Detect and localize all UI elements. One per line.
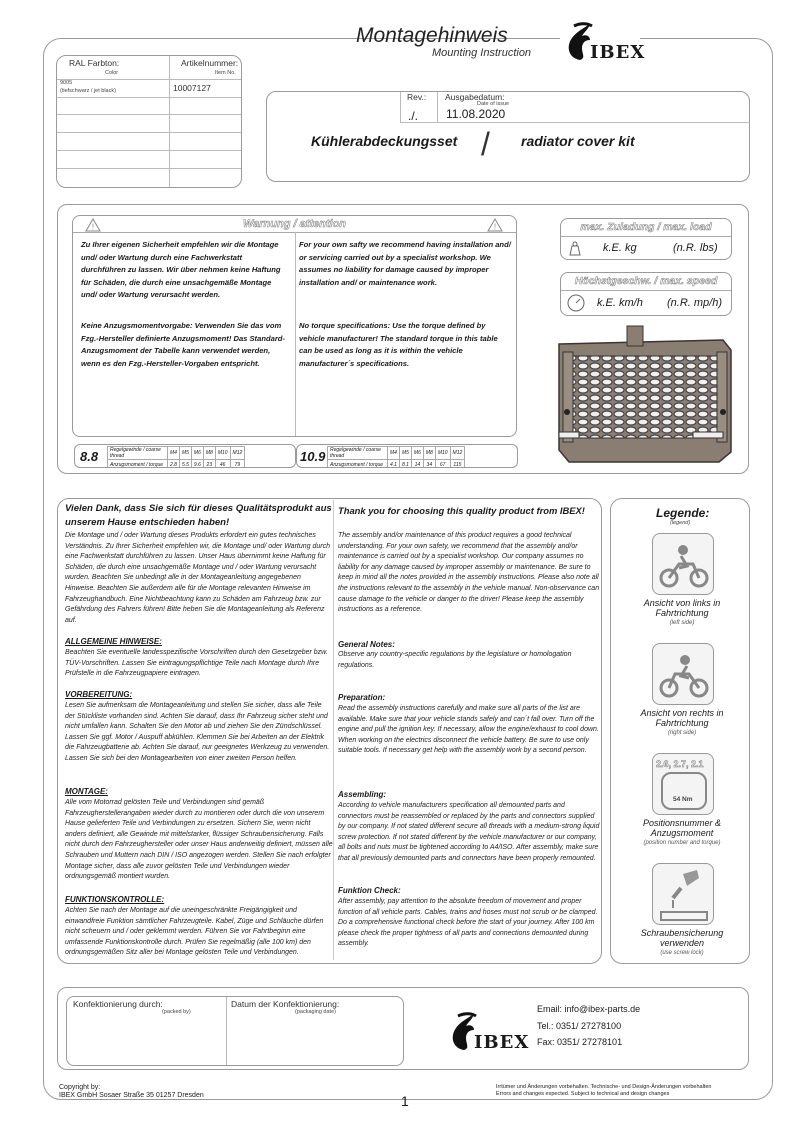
torque-cell: 14: [411, 460, 423, 469]
info-de-p4: Achten Sie nach der Montage auf die uneingeschränkte Freigängigkeit und einwandfreie Funktion sämtlicher Fahrzeugteile. Kabel, Züge und Schläuche dürfen nicht scheuern und / oder geklemmt werden. Führen Sie vor Fahrtbeginn eine umfassende Funktionskontrolle durch. Prüfen Sie regelmäßig (alle 100 km) den ordnungsgemäßen Sitz aller bei Montage gelösten Teile und Verbindungen.: [65, 907, 324, 957]
torque-cell: 8.1: [399, 460, 411, 469]
size-cell: M6: [191, 447, 203, 460]
info-en-intro: The assembly and/or maintenance of this product requires a good technical understanding. For your own safety, we recommend that the assembly and/or maintenance is carried out by a specialist workshop. Our company assumes no liability for any damage caused by improper assembly or maintenance. Be sure to keep in mind all the notes provided in the assembly instructions. Please also note all the instructions relevant to the assembly in the vehicle manual. Non-observance can cause damage to the vehicle or danger to the driver! Please keep the assembly instructions as a reference.: [338, 532, 600, 614]
row1-label: Regelgewinde / coarse thread: [108, 447, 168, 460]
info-en-p4: After assembly, pay attention to the absolute freedom of movement and proper function of all vehicle parts. Cables, trains and hoses must not scrub or be clamped. Do a comprehensive functional check before the start of your journey. After 100 km please check the proper tightness of all parts and connections demounted during assembly.: [338, 898, 598, 948]
disclaimer-de: Irrtümer und Änderungen vorbehalten. Technische- und Design-Änderungen vorbehalten: [496, 1084, 712, 1090]
torque-table-109: [296, 444, 518, 468]
info-en-p2: Read the assembly instructions carefully and make sure all parts of the list are available. Make sure that your vehicle stands safely and can´t fall over. Turn off the engine and pull the ignition key. If necessary, allow the engine/exhaust to cool down. When working on the electrics disconnect the vehicle battery. Be sure to use only suitable tools. If necessary get help with the assembly work by a second person.: [338, 705, 599, 755]
load-title: max. Zuladung / max. load: [580, 221, 712, 233]
speed-box: [560, 272, 732, 316]
article-label: Artikelnummer:: [181, 58, 239, 68]
grade-109: 10.9: [300, 449, 326, 464]
legend-item-4: Schraubensicherung verwenden (use screw lock): [640, 928, 724, 956]
size-cell: M8: [203, 447, 215, 460]
screw-lock-icon: [652, 863, 714, 925]
torque-cell: 79: [230, 460, 245, 469]
page-number: 1: [401, 1093, 409, 1109]
svg-text:!: !: [91, 222, 95, 232]
torque-cell: 2.8: [168, 460, 180, 469]
info-de-p1: Beachten Sie eventuelle landesspezifische Vorschriften durch den Gesetzgeber bzw. TÜV-Vorschriften. Lassen Sie eintragungspflichtige Teile nach Montage durch Ihre Prüfstelle in die Fahrzeugpapiere eintragen.: [65, 649, 328, 678]
packed-sub: (packed by): [162, 1009, 191, 1015]
info-en-title: Thank you for choosing this quality product from IBEX!: [338, 505, 585, 516]
warning-de-para2: Keine Anzugsmomentvorgabe: Verwenden Sie das vom Fzg.-Hersteller definierte Anzugsmoment! Das Standard-Anzugsmoment der Tabelle kann verwendet werden, wenn es den Fzg.-Hersteller-Vorgaben entspricht.: [81, 321, 285, 368]
torque-cell: 4.1: [388, 460, 400, 469]
left-side-view-icon: [652, 533, 714, 595]
torque-cell: 115: [450, 460, 465, 469]
logo-text: IBEX: [590, 42, 646, 63]
legend-item-3: Positionsnummer & Anzugsmoment (position number and torque): [642, 818, 722, 846]
contact-fax: Fax: 0351/ 27278101: [537, 1037, 623, 1047]
size-cell: M6: [411, 447, 423, 460]
speedometer-icon: [567, 294, 585, 312]
legend-title: Legende:: [656, 506, 710, 520]
warning-en-para1: For your own safty we recommend having installation and/ or servicing carried out by a specialist workshop. We assumes no liability for damage caused by improper installation and/ or maintenance work.: [299, 240, 511, 287]
pos-torque: 54 Nm: [673, 796, 693, 803]
size-cell: M4: [168, 447, 180, 460]
logo: [560, 20, 646, 68]
info-de-h3: MONTAGE:: [65, 787, 108, 796]
legend-item-1: Ansicht von links in Fahrtrichtung (left side): [643, 598, 721, 626]
info-de-intro: Die Montage und / oder Wartung dieses Produkts erfordert ein gutes technisches Verständnis. Zu Ihrer Sicherheit empfehlen wir, die Montage und/ oder Wartung durch eine Fachwerkstatt durchführen zu lassen. Unser Haus übernimmt keine Haftung für Schäden, die durch eine unsachgemäße Montage und / oder Wartung verursacht wurden. Beachten Sie unbedingt alle in der Montageanleitung angegebenen Hinweise. Beachten Sie außerdem alle für die Montage relevanten Hinweise im Fahrzeughandbuch. Eine Nichtbeachtung kann zu Schäden am Fahrzeug bzw. zur Gefährdung des Fahrers führen! Bitte heben Sie die Montageanleitung als Referenz auf.: [65, 532, 330, 624]
company-address: IBEX GmbH Sosaer Straße 35 01257 Dresden: [59, 1092, 204, 1099]
product-en: radiator cover kit: [521, 133, 635, 149]
torque-cell: 9.6: [191, 460, 203, 469]
warning-de-para1: Zu Ihrer eigenen Sicherheit empfehlen wir die Montage und/ oder Wartung durch eine Fachwerkstatt durchführen zu lassen. Wir über nehmen keine Haftung für Schäden, die durch eine unsachgemäße Montage und/ oder Wartung verursacht werden.: [81, 240, 281, 299]
info-en-h2: Preparation:: [338, 693, 386, 702]
info-de-title: Vielen Dank, dass Sie sich für dieses Qualitätsprodukt aus unserem Hause entschieden haben!: [65, 503, 332, 528]
size-cell: M12: [450, 447, 465, 460]
info-en-h3: Assembling:: [338, 790, 387, 799]
svg-text:!: !: [493, 222, 497, 232]
ral-label: RAL Farbton:: [69, 58, 120, 68]
info-de-h4: FUNKTIONSKONTROLLE:: [65, 895, 165, 904]
contact-email: Email: info@ibex-parts.de: [537, 1004, 641, 1014]
info-divider: [333, 500, 334, 960]
info-de-p3: Alle vom Motorrad gelösten Teile und Verbindungen sind gemäß Fahrzeugherstellerangaben wieder durch zu montieren oder durch die von unserem Hause gelieferten Teile und Verbindungen zu ersetzen. Sichern Sie, wenn nicht anders definiert, alle Gewinde mit mittelstarker, flüssiger Schraubensicherung. Falls nicht durch den Fahrzeughersteller oder unser Haus anderweitig definiert, müssen alle Schrauben und Muttern nach DIN / ISO angezogen werden. Stellen Sie nach erfolgter Montage sicher, dass alle zuvor gelösten Teile und Verbindungen wieder ordnungsgemäß montiert wurden.: [65, 799, 333, 881]
size-cell: M4: [388, 447, 400, 460]
torque-cell: 46: [215, 460, 230, 469]
row1-label: Regelgewinde / coarse thread: [328, 447, 388, 460]
weight-icon: [567, 240, 583, 256]
load-kg: k.E. kg: [603, 242, 637, 254]
size-cell: M8: [423, 447, 435, 460]
footer-logo-text: IBEX: [474, 1032, 530, 1053]
warning-box: [72, 215, 517, 437]
row2-label: Anzugsmoment / torque: [108, 460, 168, 469]
product-de: Kühlerabdeckungsset: [311, 133, 458, 149]
torque-cell: 5.5: [179, 460, 191, 469]
article-value: 10007127: [173, 83, 211, 93]
info-en-h1: General Notes:: [338, 640, 395, 649]
size-cell: M10: [215, 447, 230, 460]
legend-sub: (legend): [670, 520, 691, 526]
pos-nums: 2.6, 2.7, 2.1: [656, 759, 704, 769]
info-en-p1: Observe any country-specific regulations by the legislature or homologation regulations.: [338, 651, 572, 669]
torque-table-88: [74, 444, 296, 468]
row2-label: Anzugsmoment / torque: [328, 460, 388, 469]
load-box: [560, 218, 732, 260]
info-de-h1: ALLGEMEINE HINWEISE:: [65, 637, 162, 646]
info-en-h4: Funktion Check:: [338, 886, 401, 895]
date-sub: Date of issue: [477, 101, 510, 107]
speed-kmh: k.E. km/h: [597, 297, 643, 309]
size-cell: M5: [179, 447, 191, 460]
rev-box: [266, 91, 750, 182]
torque-cell: 67: [435, 460, 450, 469]
size-cell: M5: [399, 447, 411, 460]
ral-desc: (tiefschwarz / jet black): [60, 88, 116, 94]
size-cell: M12: [230, 447, 245, 460]
info-de-h2: VORBEREITUNG:: [65, 690, 133, 699]
page-title: Montagehinweis: [356, 24, 508, 47]
rev-value: ./.: [408, 109, 419, 123]
packaging-date-sub: (packaging date): [295, 1009, 336, 1015]
packaging-date-label: Datum der Konfektionierung:: [231, 999, 340, 1009]
size-cell: M10: [435, 447, 450, 460]
legend-item-2: Ansicht von rechts in Fahrtrichtung (right side): [640, 708, 724, 736]
copyright-label: Copyright by:: [59, 1084, 101, 1091]
warning-title: Warnung / attention: [242, 218, 347, 230]
warning-en-para2: No torque specifications: Use the torque defined by vehicle manufacturer! The standard torque in this table can be used as long as it is within the vehicle manufacturer´s specifications.: [299, 321, 498, 368]
grade-88: 8.8: [80, 449, 99, 464]
torque-cell: 23: [203, 460, 215, 469]
right-side-view-icon: [652, 643, 714, 705]
date-value: 11.08.2020: [446, 107, 506, 121]
info-en-p3: According to vehicle manufacturers specification all demounted parts and connectors must be reassembled or replaced by the parts and connectors supplied by our company. If not stated different secure all threads with a medium-strong liquid screw protection. If not stated different by the vehicle manufacturer or our company, all bolts and nuts must be tightened according to A4/ISO. After assembly, make sure that all previously demounted parts and connectors have been properly remounted.: [338, 802, 600, 862]
date-label: Ausgabedatum:: [445, 92, 505, 102]
radiator-cover-image: [553, 322, 743, 472]
footer-logo: [444, 1010, 530, 1058]
contact-tel: Tel.: 0351/ 27278100: [537, 1021, 622, 1031]
page-subtitle: Mounting Instruction: [432, 47, 532, 59]
article-table: [56, 55, 242, 188]
speed-title: Höchstgeschw. / max. speed: [574, 275, 718, 287]
load-lbs: (n.R. lbs): [673, 242, 718, 254]
position-torque-icon: [652, 753, 714, 815]
color-label: Color: [105, 70, 119, 76]
item-label: Item No.: [215, 70, 236, 76]
torque-cell: 34: [423, 460, 435, 469]
info-de-p2: Lesen Sie aufmerksam die Montageanleitung und stellen Sie sicher, dass alle Teile der Stückliste vorhanden sind. Achten Sie darauf, dass Ihr Fahrzeug sicher steht und nicht umfallen kann. Schalten Sie den Motor ab und ziehen Sie den Zündschlüssel. Lassen Sie ggf. Motor / Auspuff abkühlen. Klemmen Sie bei Arbeiten an der Elektrik die Fahrzeugbatterie ab. Achten Sie darauf, nur geeignetes Werkzeug zu verwenden. Lassen Sie sich bei den Montagearbeiten von einer zweiten Person helfen.: [65, 702, 330, 762]
rev-label: Rev.:: [407, 92, 427, 102]
packed-label: Konfektionierung durch:: [73, 999, 163, 1009]
speed-mph: (n.R. mp/h): [667, 297, 723, 309]
ral-value: 9005: [60, 80, 73, 86]
disclaimer-en: Errors and changes expected. Subject to technical and design changes: [496, 1091, 670, 1097]
product-separator: /: [481, 126, 490, 162]
packed-box: [66, 996, 404, 1066]
